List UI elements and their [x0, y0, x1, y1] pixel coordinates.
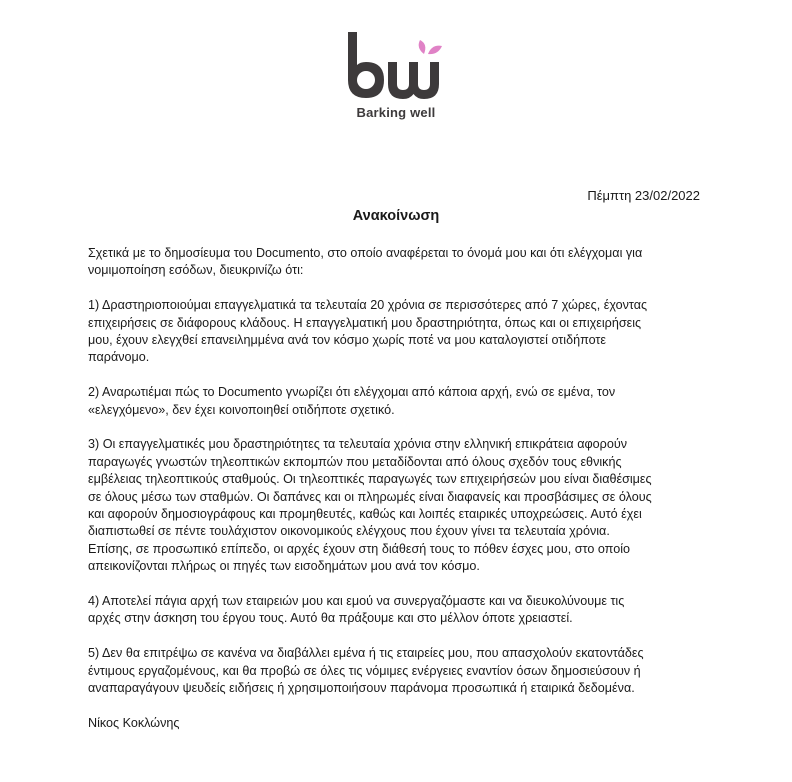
- text-line: απεικονίζονται πλήρως οι πηγές των εισοδημάτων μου ανά τον κόσμο.: [88, 559, 480, 574]
- bw-logo-mark: [340, 28, 452, 104]
- intro-paragraph: [88, 245, 704, 280]
- text-line: νομιμοποίηση εσόδων, διευκρινίζω ότι:: [88, 263, 304, 278]
- text-line: 3) Οι επαγγελματικές μου δραστηριότητες τα τελευταία χρόνια στην ελληνική επικράτεια αφορούν: [88, 437, 628, 452]
- text-line: εμβέλειας τηλεοπτικούς σταθμούς. Οι τηλεοπτικές παραγωγές των επιχειρήσεών μου είναι διαθέσιμες: [88, 472, 652, 487]
- text-line: 5) Δεν θα επιτρέψω σε κανένα να διαβάλλει εμένα ή τις εταιρείες μου, που απασχολούν εκατοντάδες: [88, 646, 644, 661]
- paragraph-2: [88, 384, 704, 419]
- text-line: 4) Αποτελεί πάγια αρχή των εταιρειών μου και εμού να συνεργαζόμαστε και να διευκολύνουμε τις: [88, 594, 625, 609]
- text-line: και αφορούν δημοσιογράφους και προμηθευτές, καθώς και λοιπές εταιρικές υποχρεώσεις. Αυτό έχει: [88, 507, 642, 522]
- text-line: 2) Αναρωτιέμαι πώς το Documento γνωρίζει ότι ελέγχομαι από κάποια αρχή, ενώ σε εμένα, τον: [88, 385, 616, 400]
- text-line: 1) Δραστηριοποιούμαι επαγγελματικά τα τελευταία 20 χρόνια σε περισσότερες από 7 χώρες, έχοντας: [88, 298, 648, 313]
- text-line: σε όλους μέσω των σταθμών. Οι δαπάνες και οι πληρωμές είναι διαφανείς και προσβάσιμες σε όλους: [88, 489, 652, 504]
- brand-name: Barking well: [356, 105, 436, 120]
- text-line: μου, έχουν ελεγχθεί επανειλημμένα ανά τον κόσμο χωρίς ποτέ να μου καταλογιστεί οτιδήποτε: [88, 333, 607, 348]
- text-line: παράνομο.: [88, 350, 150, 365]
- paragraph-3: [88, 436, 704, 575]
- text-line: παραγωγές γνωστών τηλεοπτικών εκπομπών που μεταδίδονται από όλους σχεδόν τους εθνικής: [88, 454, 622, 469]
- text-line: Σχετικά με το δημοσίευμα του Documento, στο οποίο αναφέρεται το όνομά μου και ότι ελέγχομαι για: [88, 246, 643, 260]
- announcement-body: [88, 245, 704, 750]
- text-line: αναπαραγάγουν ψευδείς ειδήσεις ή χρησιμοποιήσουν παράνομα προσωπικά ή εταιρικά δεδομένα.: [88, 681, 635, 696]
- signature: Νίκος Κοκλώνης: [88, 715, 180, 730]
- text-line: διαπιστωθεί σε πέντε τουλάχιστον οικονομικούς ελέγχους που έχουν γίνει τα τελευταία χρόνια.: [88, 524, 610, 539]
- announcement-date: Πέμπτη 23/02/2022: [587, 188, 700, 203]
- paragraph-1: [88, 297, 704, 367]
- text-line: Επίσης, σε προσωπικό επίπεδο, οι αρχές έχουν στη διάθεσή τους το πόθεν έσχες μου, στο οποίο: [88, 541, 630, 556]
- text-line: «ελεγχόμενο», δεν έχει κοινοποιηθεί οτιδήποτε σχετικό.: [88, 402, 395, 417]
- paragraph-5: [88, 645, 704, 697]
- text-line: αρχές στην άσκηση του έργου τους. Αυτό θα πράξουμε και στο μέλλον όποτε χρειαστεί.: [88, 611, 573, 626]
- text-line: επιχειρήσεις σε διάφορους κλάδους. Η επαγγελματική μου δραστηριότητα, όπως και οι επιχειρήσεις: [88, 315, 642, 330]
- text-line: έντιμους εργαζομένους, και θα προβώ σε όλες τις νόμιμες ενέργειες εναντίον όσων δημοσιεύσουν ή: [88, 663, 641, 678]
- page-title: Ανακοίνωση: [352, 208, 440, 224]
- paragraph-4: [88, 593, 704, 628]
- company-logo: [340, 28, 452, 128]
